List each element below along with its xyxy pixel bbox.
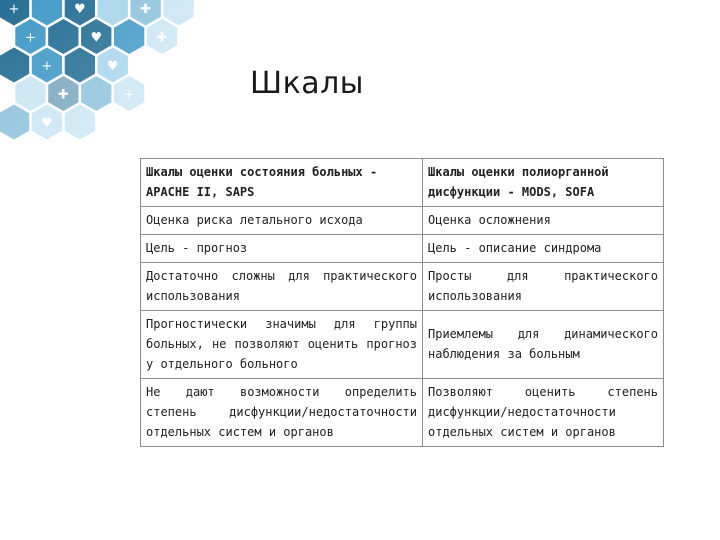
table-cell: Прогностически значимы для группы больных, не позволяют оценить прогноз у отдельного больного xyxy=(141,311,423,379)
medical-icon: ♥ xyxy=(73,2,86,17)
table-cell: Цель - описание синдрома xyxy=(423,235,664,263)
medical-icon: + xyxy=(41,59,53,74)
table-cell: Позволяют оценить степень дисфункции/недостаточности отдельных систем и органов xyxy=(423,379,664,447)
medical-icon: + xyxy=(25,30,36,46)
medical-icon: ✚ xyxy=(57,87,69,103)
table-cell: Оценка риска летального исхода xyxy=(141,207,423,235)
header-cell-right: Шкалы оценки полиорганной дисфункции - MODS, SOFA xyxy=(423,159,664,207)
header-cell-left: Шкалы оценки состояния больных - APACHE II, SAPS xyxy=(141,159,423,207)
table-cell: Приемлемы для динамического наблюдения за больным xyxy=(423,311,664,379)
medical-icon: ✚ xyxy=(156,30,168,46)
slide-title: Шкалы xyxy=(250,66,364,101)
table-header-row xyxy=(141,159,664,207)
medical-icon: + xyxy=(123,87,135,103)
medical-icon: ✚ xyxy=(140,2,152,17)
comparison-table-container xyxy=(140,158,664,447)
table-cell: Не дают возможности определить степень дисфункции/недостаточности отдельных систем и органов xyxy=(141,379,423,447)
comparison-table xyxy=(140,158,664,447)
medical-icon: ♥ xyxy=(106,59,119,74)
table-cell: Оценка осложнения xyxy=(423,207,664,235)
table-cell: Достаточно сложны для практического использования xyxy=(141,263,423,311)
table-row xyxy=(141,263,664,311)
medical-icon: ♥ xyxy=(90,30,103,46)
table-cell: Просты для практического использования xyxy=(423,263,664,311)
medical-icon: + xyxy=(8,2,20,17)
table-row xyxy=(141,311,664,379)
table-row xyxy=(141,235,664,263)
table-cell: Цель - прогноз xyxy=(141,235,423,263)
medical-icon: ♥ xyxy=(41,116,53,131)
table-row xyxy=(141,207,664,235)
table-row xyxy=(141,379,664,447)
